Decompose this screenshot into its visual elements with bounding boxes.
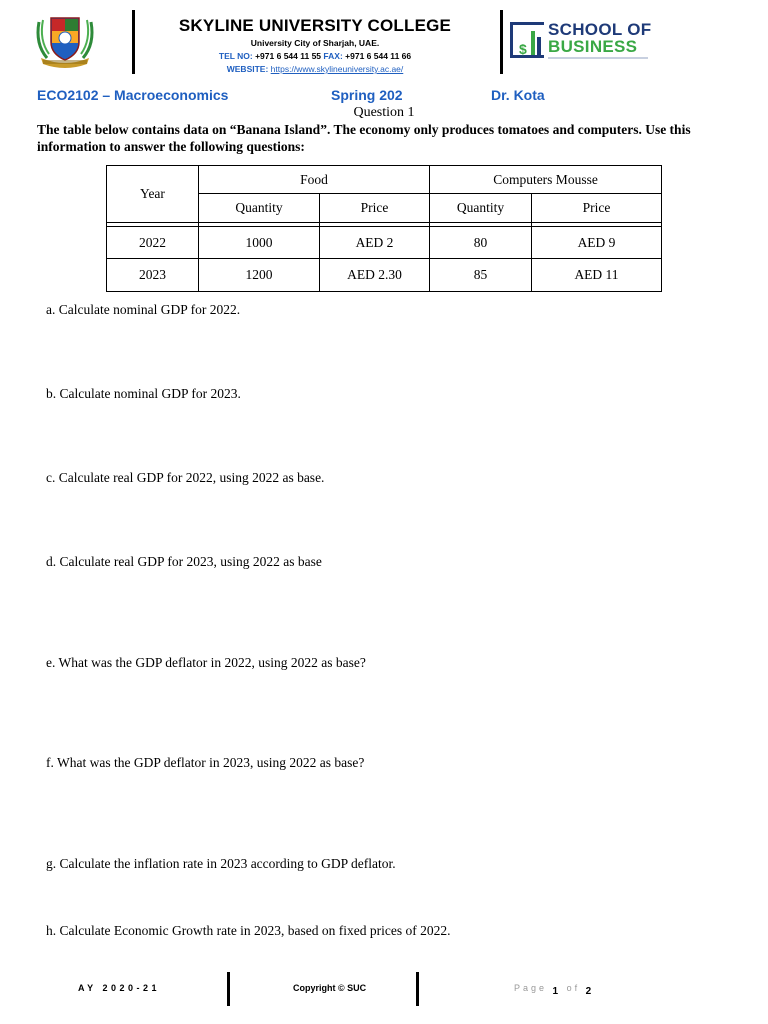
cell-food-quantity: 1000 [199,227,320,259]
cell-food-price: AED 2 [320,227,430,259]
university-name: SKYLINE UNIVERSITY COLLEGE [178,16,452,35]
question-b: b. Calculate nominal GDP for 2023. [46,386,241,401]
fax-number: +971 6 544 11 66 [345,51,412,61]
school-logo-line1: SCHOOL OF [548,20,652,39]
page-total: 2 [585,986,595,997]
header-computers: Computers Mousse [430,166,662,194]
header-divider-left [132,10,135,74]
cell-computers-price: AED 11 [532,259,662,292]
contact-phone-fax [140,51,490,61]
question-h: h. Calculate Economic Growth rate in 2023, based on fixed prices of 2022. [46,923,451,938]
subheader-food-quantity: Quantity [199,194,320,223]
footer-copyright: Copyright © SUC [293,983,367,993]
question-a: a. Calculate nominal GDP for 2022. [46,302,241,317]
tel-label: TEL NO: [218,51,253,61]
cell-computers-quantity: 85 [430,259,532,292]
footer-divider-left [227,972,230,1006]
course-instructor: Dr. Kota [491,87,545,103]
question-c: c. Calculate real GDP for 2022, using 2022 as base. [46,470,325,485]
university-address: University City of Sharjah, UAE. [250,38,380,48]
school-logo-icon: $ [510,22,544,58]
page-word: Page [514,983,548,993]
course-term: Spring 202 [331,87,403,103]
question-f: f. What was the GDP deflator in 2023, using 2022 as base? [46,755,365,770]
question-title: Question 1 [353,105,415,120]
school-logo-line2: BUSINESS [548,37,638,56]
page-number: 1 [552,986,562,997]
footer-academic-year: AY 2020-21 [78,983,161,993]
university-crest-logo [33,14,97,72]
banana-island-table [106,165,662,292]
website-link[interactable]: https://www.skylineuniversity.ac.ae/ [270,64,404,74]
footer-divider-right [416,972,419,1006]
question-e: e. What was the GDP deflator in 2022, using 2022 as base? [46,655,366,670]
question-g: g. Calculate the inflation rate in 2023 according to GDP deflator. [46,856,396,871]
website-label: WEBSITE: [226,64,269,74]
table-row [107,259,662,292]
header-food: Food [199,166,430,194]
subheader-computers-price: Price [532,194,662,223]
table-row [107,227,662,259]
school-of-business-logo [508,18,658,66]
course-code-title: ECO2102 – Macroeconomics [37,87,229,103]
school-logo-tagline [548,57,648,59]
cell-computers-price: AED 9 [532,227,662,259]
cell-food-price: AED 2.30 [320,259,430,292]
cell-computers-quantity: 80 [430,227,532,259]
contact-website [140,64,490,74]
subheader-food-price: Price [320,194,430,223]
cell-year: 2022 [107,227,199,259]
footer-page-indicator [514,983,595,997]
header-year: Year [107,166,199,223]
fax-label: FAX: [323,51,343,61]
tel-number: +971 6 544 11 55 [255,51,322,61]
question-d: d. Calculate real GDP for 2023, using 2022 as base [46,554,322,569]
cell-year: 2023 [107,259,199,292]
of-word: of [566,983,581,993]
question-intro: The table below contains data on “Banana Island”. The economy only produces tomatoes and computers. Use this information to answer the following questions: [37,122,691,154]
cell-food-quantity: 1200 [199,259,320,292]
header-divider-right [500,10,503,74]
subheader-computers-quantity: Quantity [430,194,532,223]
